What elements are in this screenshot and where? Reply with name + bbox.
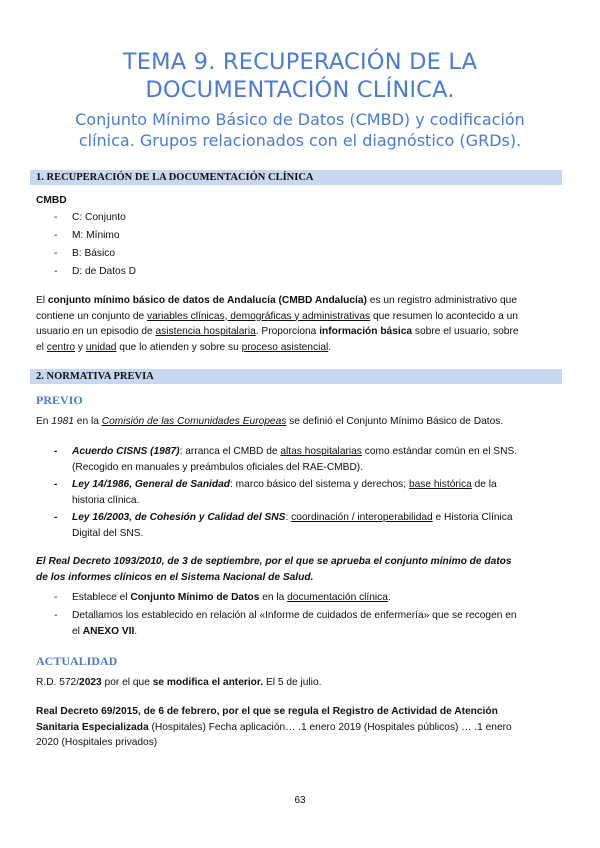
text-run: e Historia Clínica	[432, 512, 513, 523]
text-run-bold: ANEXO VII	[82, 625, 135, 637]
text-run: se definió el Conjunto Mínimo Básico de Datos.	[286, 416, 504, 427]
decree-line: de los informes clínicos en el Sistema Nacional de Salud.	[36, 571, 314, 583]
text-run-bold: conjunto mínimo básico de datos de Andalucía (CMBD Andalucía)	[47, 295, 367, 306]
text-run-underlined: proceso asistencial	[241, 341, 329, 353]
text-run: en la	[259, 592, 288, 603]
subtitle-line-2: clínica. Grupos relacionados con el diagnóstico (GRDs).	[78, 131, 522, 150]
paragraph-line	[36, 309, 558, 325]
text-run: El 5 de julio.	[263, 677, 322, 688]
text-run: que lo atienden y sobre su	[116, 341, 242, 353]
page-subtitle	[30, 109, 570, 151]
law-item	[72, 510, 558, 541]
page-title	[30, 48, 570, 104]
text-run: usuario en un episodio de	[36, 326, 156, 337]
dash-marker: -	[54, 592, 58, 603]
decree-line	[36, 720, 558, 736]
text-run-underlined: base histórica	[408, 479, 472, 490]
text-run-bold-italic: Ley 14/1986, General de Sanidad	[72, 479, 230, 490]
text-run: por el que	[101, 677, 153, 688]
law-item	[72, 477, 558, 508]
dash-marker: -	[54, 446, 58, 457]
text-run-underlined: variables clínicas, demográficas y administrativas	[147, 310, 371, 322]
text-run-underlined: coordinación / interoperabilidad	[291, 512, 433, 523]
paragraph-line	[36, 293, 558, 309]
text-run: el	[36, 341, 47, 353]
dash-marker: -	[54, 266, 58, 277]
cmbd-item: B: Básico	[72, 248, 116, 259]
decree-item	[72, 590, 558, 606]
decree-item	[72, 608, 558, 639]
subheading-actualidad: ACTUALIDAD	[36, 654, 118, 668]
dash-marker: -	[54, 479, 58, 490]
text-run: y	[75, 341, 86, 353]
text-run: Establece el	[72, 592, 131, 603]
cmbd-item: D: de Datos D	[72, 266, 136, 277]
decree-line: Real Decreto 69/2015, de 6 de febrero, por el que se regula el Registro de Actividad de Atención	[36, 706, 498, 717]
text-run: : arranca el CMBD de	[179, 446, 281, 457]
text-run: sobre el usuario, sobre	[412, 326, 519, 337]
text-run: . Proporciona	[255, 326, 320, 337]
subheading-previo: PREVIO	[36, 393, 83, 407]
text-run: .	[387, 592, 391, 603]
text-run: el	[72, 625, 83, 637]
dash-marker: -	[54, 248, 58, 259]
text-run: de la	[471, 479, 497, 490]
royal-decree-1093	[36, 554, 558, 585]
cmbd-item: M: Mínimo	[72, 230, 120, 241]
text-run-bold: se modifica el anterior.	[152, 677, 264, 688]
text-run-bold-italic: Acuerdo CISNS (1987)	[72, 446, 180, 457]
text-run-italic: 1981	[51, 416, 74, 427]
section-1-heading: 1. RECUPERACIÓN DE LA DOCUMENTACIÓN CLÍNICA	[30, 170, 562, 185]
text-run: como estándar común en el SNS.	[361, 446, 518, 457]
text-run-underlined: documentación clínica	[287, 592, 388, 603]
text-run: .	[134, 625, 138, 637]
text-run: (Hospitales) Fecha aplicación… .1 enero 2019 (Hospitales públicos) … .1 enero	[148, 721, 512, 733]
item-line	[72, 624, 558, 640]
item-line	[72, 444, 558, 460]
text-run-bold: Conjunto Mínimo de Datos	[130, 592, 260, 603]
item-line: Detallamos los establecido en relación al «Informe de cuidados de enfermería» que se recogen en	[72, 610, 517, 621]
title-line-1: TEMA 9. RECUPERACIÓN DE LA	[122, 49, 478, 75]
item-line	[72, 477, 558, 493]
text-run-bold: información básica	[319, 326, 413, 337]
cmbd-paragraph	[36, 293, 558, 355]
text-run: .	[328, 341, 332, 353]
item-line: Digital del SNS.	[72, 527, 144, 539]
title-line-2: DOCUMENTACIÓN CLÍNICA.	[145, 77, 455, 103]
page-number: 63	[294, 795, 306, 806]
cmbd-label: CMBD	[36, 195, 67, 206]
text-run-underlined: asistencia hospitalaria	[155, 326, 256, 337]
previo-intro	[36, 414, 558, 430]
dash-marker: -	[54, 512, 58, 523]
text-run-bold: Sanitaria Especializada	[36, 721, 149, 733]
item-line	[72, 510, 558, 526]
dash-marker: -	[54, 212, 58, 223]
text-run-underlined: unidad	[85, 341, 117, 353]
subtitle-line-1: Conjunto Mínimo Básico de Datos (CMBD) y codificación	[75, 110, 525, 129]
text-run-bold: 2023	[79, 677, 102, 688]
decree-line: 2020 (Hospitales privados)	[36, 737, 158, 748]
text-run: R.D. 572/	[36, 677, 80, 688]
decree-line: El Real Decreto 1093/2010, de 3 de septiembre, por el que se aprueba el conjunto mínimo de datos	[36, 556, 512, 567]
dash-marker: -	[54, 610, 58, 621]
text-run: El	[36, 295, 48, 306]
text-run-bold-italic: Ley 16/2003, de Cohesión y Calidad del SNS	[72, 512, 286, 523]
text-run-underlined: altas hospitalarias	[280, 446, 362, 457]
royal-decree-69	[36, 704, 558, 751]
cmbd-item: C: Conjunto	[72, 212, 126, 223]
law-item	[72, 444, 558, 475]
text-run: En	[36, 416, 52, 427]
text-run: :	[285, 512, 292, 523]
section-2-heading: 2. NORMATIVA PREVIA	[30, 369, 562, 384]
royal-decree-572	[36, 675, 558, 691]
text-run: que resumen lo acontecido a un	[370, 310, 518, 322]
text-run: : marco básico del sistema y derechos;	[230, 479, 409, 490]
text-run-underlined: centro	[46, 341, 76, 353]
paragraph-line	[36, 324, 558, 340]
dash-marker: -	[54, 230, 58, 241]
text-run: es un registro administrativo que	[366, 295, 517, 306]
item-line: (Recogido en manuales y preámbulos oficiales del RAE-CMBD).	[72, 461, 364, 473]
text-run: en la	[73, 416, 102, 427]
text-run: contiene un conjunto de	[36, 310, 148, 322]
text-run-italic-underlined: Comisión de las Comunidades Europeas	[101, 416, 287, 427]
paragraph-line	[36, 340, 558, 356]
item-line: historia clínica.	[72, 494, 140, 506]
